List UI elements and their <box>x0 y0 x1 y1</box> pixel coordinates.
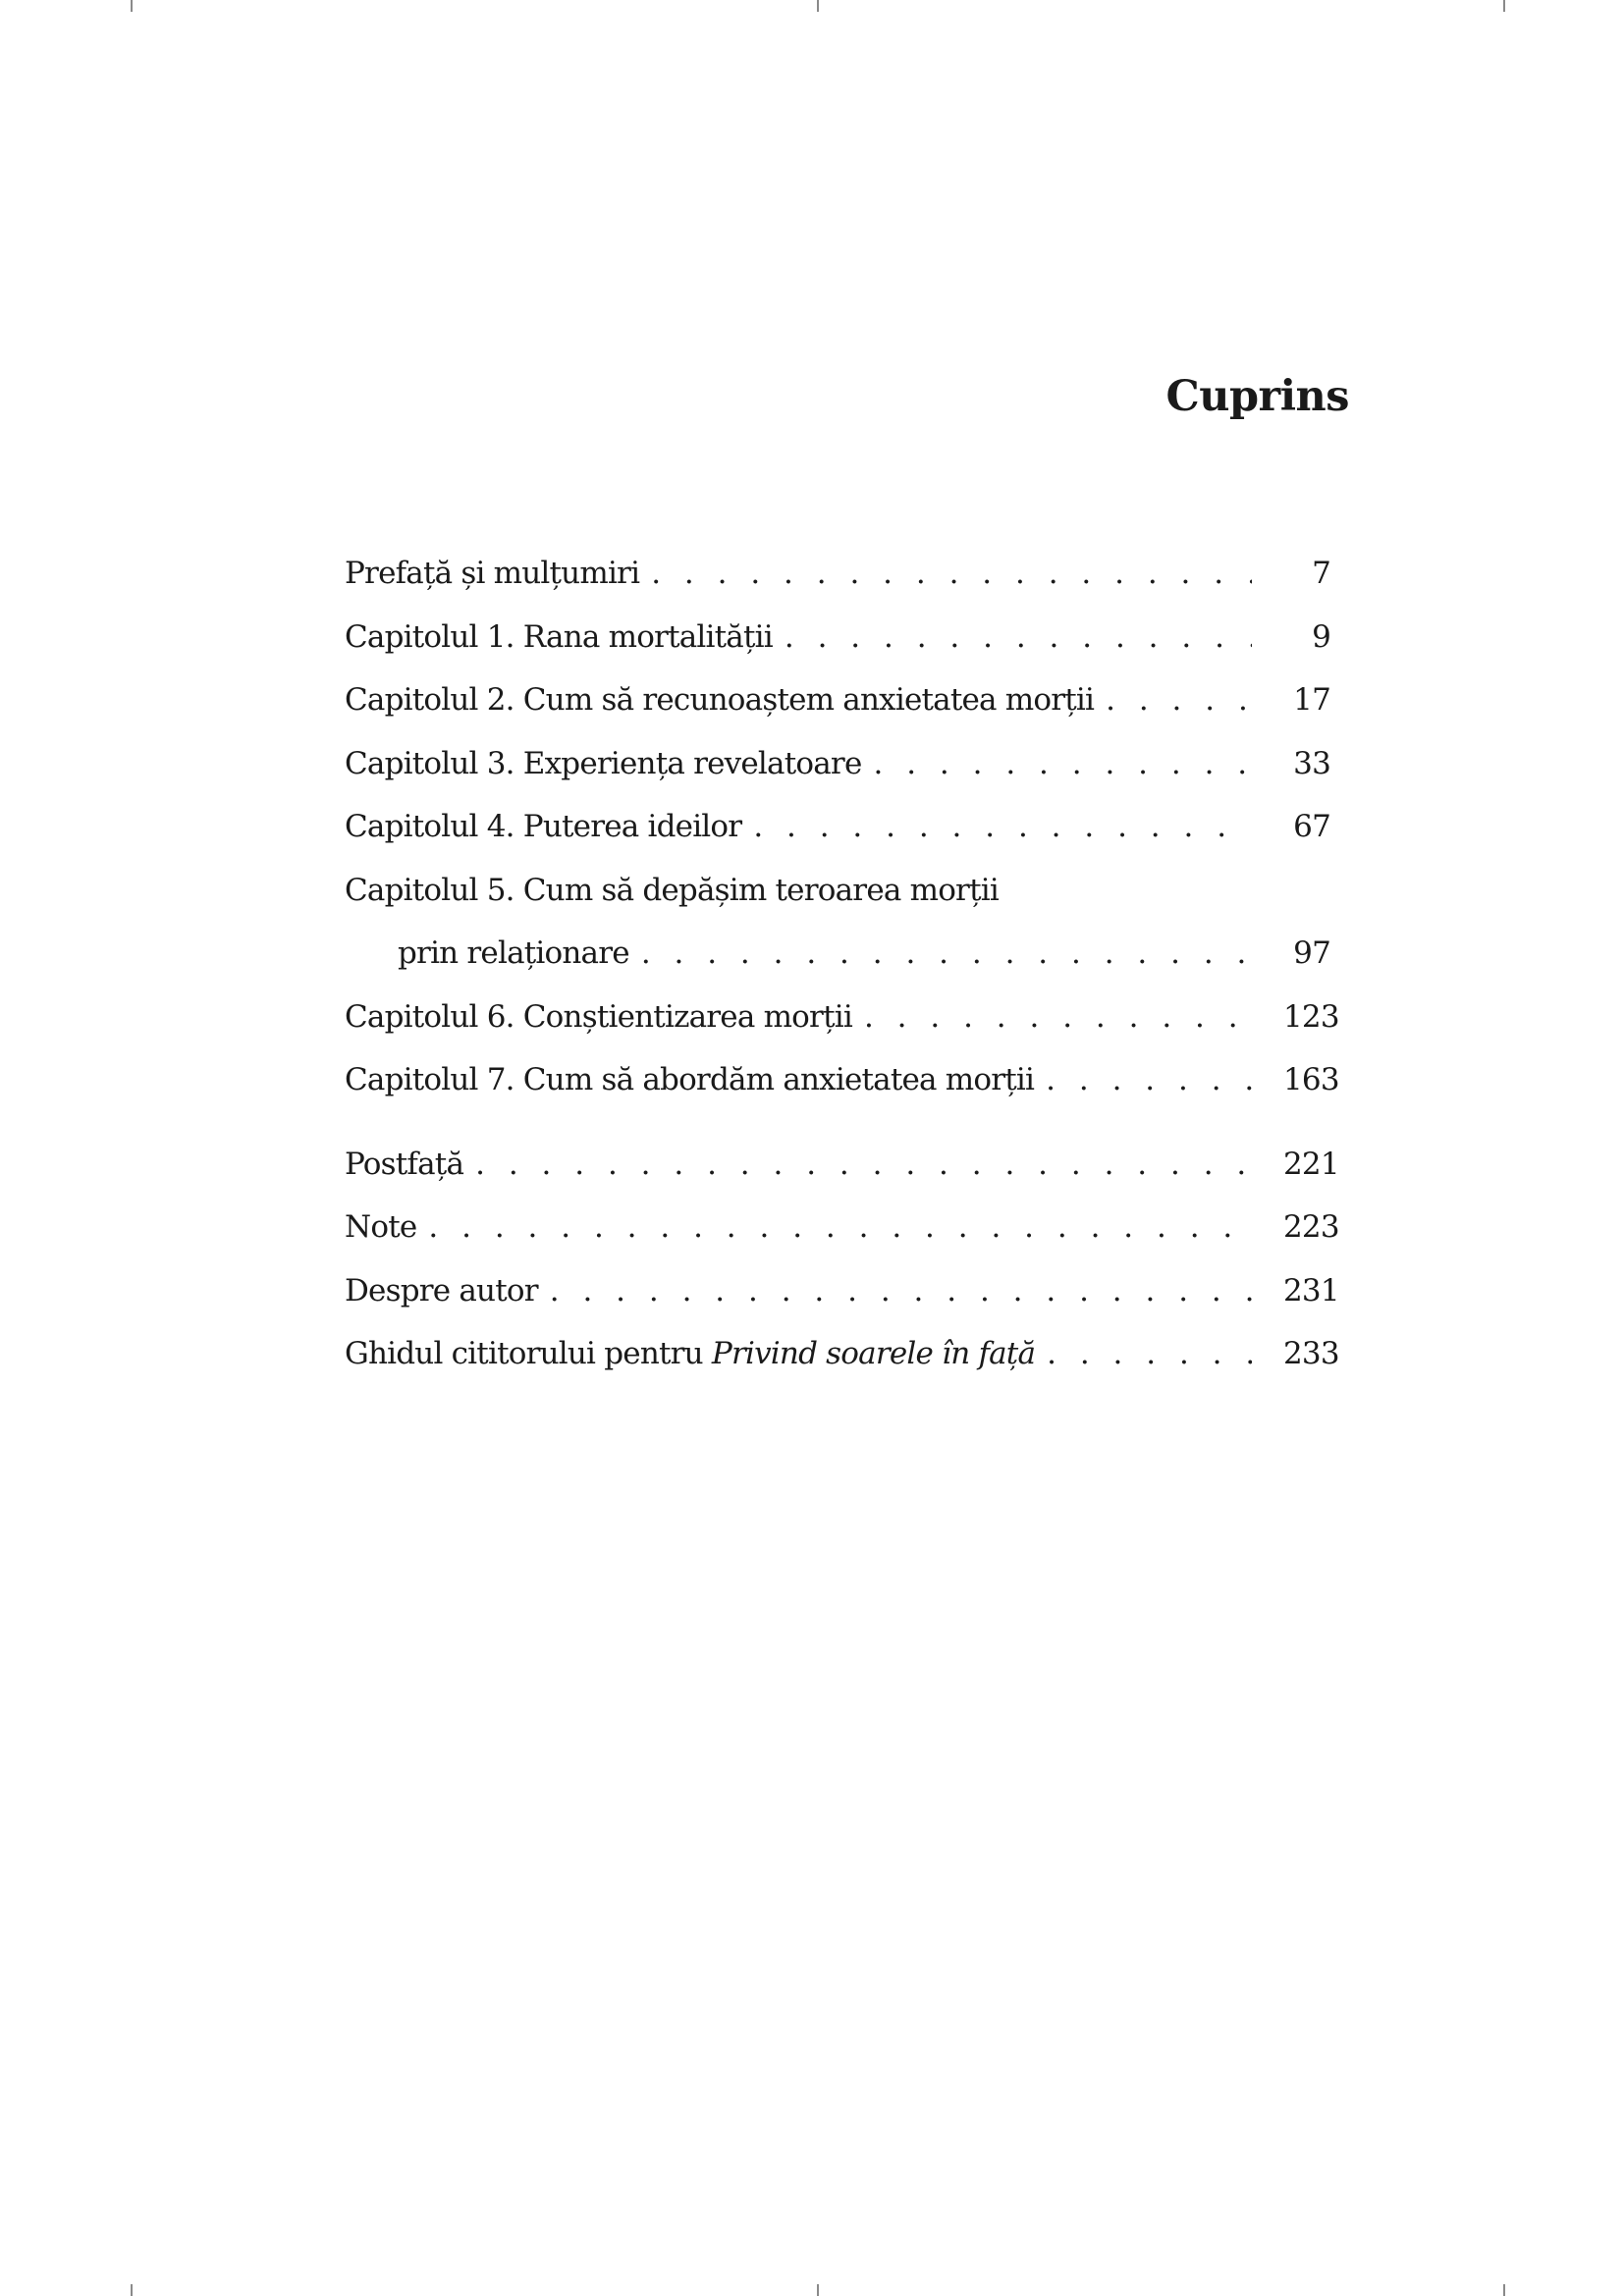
toc-entry-title: Capitolul 5. Cum să depășim teroarea morții <box>345 872 999 908</box>
toc-entry-chapter-4[interactable] <box>345 809 1340 873</box>
toc-entry-title: Capitolul 7. Cum să abordăm anxietatea morții <box>345 1062 1035 1097</box>
toc-entry-title: Capitolul 4. Puterea ideilor <box>345 809 742 844</box>
crop-mark-bottom-left <box>131 2284 133 2296</box>
toc-entry-title-continuation: prin relaționare <box>398 935 629 971</box>
crop-mark-top-right <box>1503 0 1505 12</box>
toc-page-number: 231 <box>1283 1272 1339 1308</box>
toc-entry-title: Capitolul 1. Rana mortalității <box>345 618 773 655</box>
toc-entry-chapter-2[interactable] <box>345 682 1340 746</box>
crop-mark-bottom-center <box>817 2284 819 2296</box>
toc-entry-chapter-5[interactable] <box>345 873 1340 936</box>
toc-entry-title: Prefață și mulțumiri <box>345 556 640 591</box>
dot-leader <box>874 746 1253 781</box>
toc-page-number: 67 <box>1293 809 1330 844</box>
crop-mark-bottom-right <box>1503 2284 1505 2296</box>
toc-entry-chapter-3[interactable] <box>345 746 1340 810</box>
toc-entry-title <box>345 1336 1035 1371</box>
toc-entry-title: Postfață <box>345 1146 464 1182</box>
toc-page-number: 223 <box>1283 1209 1339 1245</box>
crop-mark-top-left <box>131 0 133 12</box>
toc-entry-title: Capitolul 2. Cum să recunoaștem anxietatea morții <box>345 682 1095 718</box>
toc-entry-prefata[interactable] <box>345 556 1340 619</box>
toc-entry-chapter-1[interactable] <box>345 619 1340 683</box>
dot-leader <box>753 809 1252 844</box>
toc-entry-title: Despre autor <box>345 1272 538 1308</box>
dot-leader <box>475 1147 1252 1182</box>
toc-page-number: 97 <box>1293 935 1330 971</box>
toc-page-number: 123 <box>1283 998 1339 1035</box>
toc-entry-title: Capitolul 6. Conștientizarea morții <box>345 998 852 1035</box>
toc-page-number: 163 <box>1283 1062 1339 1097</box>
toc-entry-despre-autor[interactable] <box>345 1273 1340 1337</box>
toc-entry-ghidul-cititorului[interactable] <box>345 1336 1340 1400</box>
toc-entry-note[interactable] <box>345 1209 1340 1273</box>
dot-leader <box>550 1273 1252 1308</box>
book-title-italic: Privind soarele în față <box>711 1336 1036 1371</box>
toc-page-number: 9 <box>1312 618 1330 655</box>
toc-entry-title: Note <box>345 1209 417 1245</box>
toc-page-number: 17 <box>1293 682 1330 718</box>
table-of-contents <box>345 556 1340 1400</box>
dot-leader <box>785 619 1252 655</box>
dot-leader <box>651 556 1252 591</box>
dot-leader <box>1106 682 1252 718</box>
toc-page-number: 221 <box>1283 1146 1339 1182</box>
toc-page-number: 33 <box>1293 745 1330 781</box>
dot-leader <box>864 999 1252 1035</box>
crop-mark-top-center <box>817 0 819 12</box>
toc-entry-title-prefix: Ghidul cititorului pentru <box>345 1336 712 1371</box>
toc-entry-chapter-7[interactable] <box>345 1062 1340 1126</box>
toc-entry-chapter-5-continuation[interactable] <box>345 935 1340 999</box>
dot-leader <box>1046 1062 1252 1097</box>
toc-entry-title: Capitolul 3. Experiența revelatoare <box>345 745 862 781</box>
dot-leader <box>1047 1336 1252 1371</box>
toc-page-number: 7 <box>1312 556 1330 591</box>
toc-page-number: 233 <box>1283 1336 1339 1371</box>
page-title: Cuprins <box>1165 372 1349 421</box>
toc-entry-postfata[interactable] <box>345 1147 1340 1210</box>
dot-leader <box>641 935 1252 971</box>
dot-leader <box>428 1209 1252 1245</box>
toc-entry-chapter-6[interactable] <box>345 999 1340 1063</box>
